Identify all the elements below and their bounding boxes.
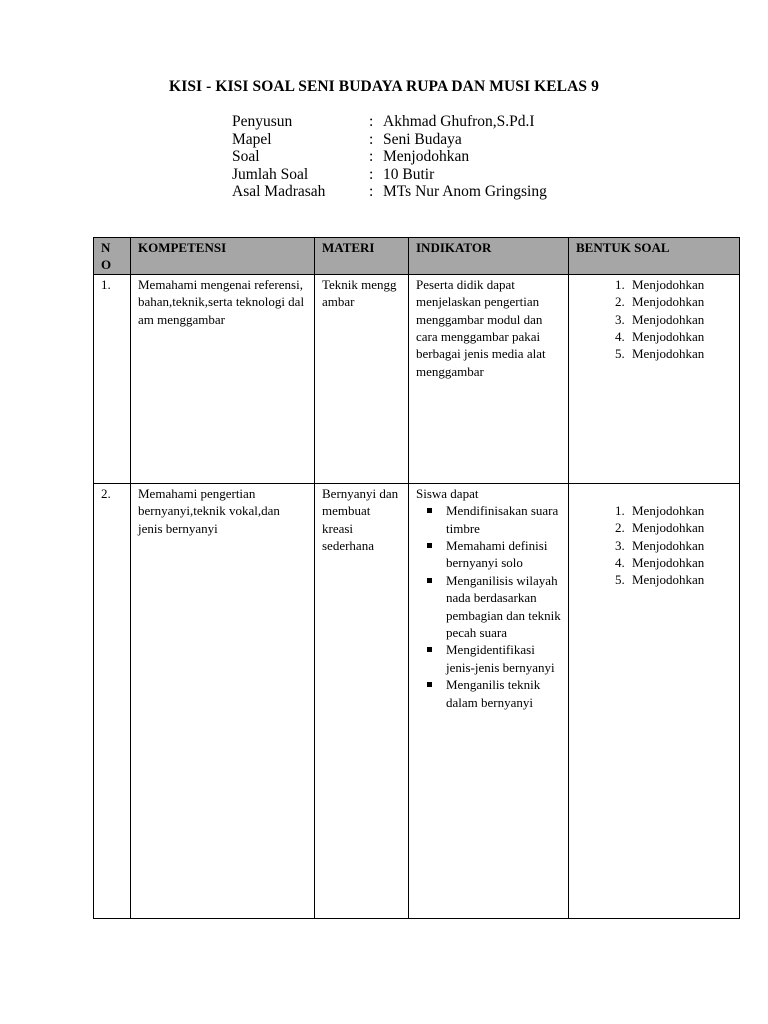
list-item: 5. Menjodohkan bbox=[628, 345, 732, 362]
meta-value: 10 Butir bbox=[383, 165, 435, 183]
document-title: KISI - KISI SOAL SENI BUDAYA RUPA DAN MUSI KELAS 9 bbox=[169, 78, 599, 95]
table-row bbox=[94, 483, 740, 918]
list-item: Mengidentifikasi jenis-jenis bernyanyi bbox=[446, 641, 561, 676]
indikator-intro: Siswa dapat bbox=[416, 485, 479, 501]
meta-row-soal bbox=[232, 148, 547, 166]
cell-indikator: Peserta didik dapat menjelaskan pengertian menggambar modul dan cara menggambar pakai berbagai jenis media alat menggambar bbox=[409, 274, 569, 483]
cell-indikator bbox=[409, 483, 569, 918]
list-item: Memahami definisi bernyanyi solo bbox=[446, 537, 561, 572]
meta-colon: : bbox=[369, 165, 374, 183]
header-no bbox=[94, 238, 131, 275]
meta-row-asal-madrasah bbox=[232, 183, 547, 201]
list-item: 4. Menjodohkan bbox=[628, 328, 732, 345]
list-item: 2. Menjodohkan bbox=[628, 293, 732, 310]
bentuk-soal-list bbox=[576, 276, 732, 363]
header-no-line: N bbox=[101, 240, 111, 255]
list-item: Menganilisis wilayah nada berdasarkan pembagian dan teknik pecah suara bbox=[446, 572, 561, 641]
list-item: Mendifinisakan suara timbre bbox=[446, 502, 561, 537]
cell-materi: Teknik menggambar bbox=[315, 274, 409, 483]
cell-kompetensi: Memahami pengertian bernyanyi,teknik vokal,dan jenis bernyanyi bbox=[131, 483, 315, 918]
list-item: 3. Menjodohkan bbox=[628, 311, 732, 328]
meta-label: Soal bbox=[232, 148, 260, 166]
header-bentuk-soal: BENTUK SOAL bbox=[569, 238, 740, 275]
document-meta bbox=[232, 113, 547, 201]
header-no-line: O bbox=[101, 257, 112, 273]
meta-value: MTs Nur Anom Gringsing bbox=[383, 183, 547, 201]
meta-colon: : bbox=[369, 113, 374, 130]
list-item: 4. Menjodohkan bbox=[628, 554, 732, 571]
table-header-row bbox=[94, 238, 740, 275]
cell-bentuk-soal bbox=[569, 274, 740, 483]
list-item: 1. Menjodohkan bbox=[628, 502, 732, 519]
meta-colon: : bbox=[369, 130, 374, 148]
meta-value: Seni Budaya bbox=[383, 130, 462, 148]
meta-label: Asal Madrasah bbox=[232, 183, 326, 201]
meta-colon: : bbox=[369, 148, 374, 166]
cell-no: 1. bbox=[94, 274, 131, 483]
table-row bbox=[94, 274, 740, 483]
list-item: 3. Menjodohkan bbox=[628, 537, 732, 554]
indikator-list bbox=[416, 502, 561, 711]
cell-bentuk-soal bbox=[569, 483, 740, 918]
header-indikator: INDIKATOR bbox=[409, 238, 569, 275]
meta-row-penyusun bbox=[232, 113, 547, 131]
cell-no: 2. bbox=[94, 483, 131, 918]
meta-row-mapel bbox=[232, 131, 547, 149]
meta-label: Penyusun bbox=[232, 113, 293, 130]
meta-value: Menjodohkan bbox=[383, 148, 470, 166]
list-item: 1. Menjodohkan bbox=[628, 276, 732, 293]
cell-kompetensi: Memahami mengenai referensi,bahan,teknik,serta teknologi dalam menggambar bbox=[131, 274, 315, 483]
meta-value: Akhmad Ghufron,S.Pd.I bbox=[383, 113, 535, 130]
list-item: 2. Menjodohkan bbox=[628, 519, 732, 536]
kisi-table bbox=[93, 237, 740, 919]
bentuk-soal-list bbox=[576, 502, 732, 589]
meta-label: Jumlah Soal bbox=[232, 165, 309, 183]
header-kompetensi: KOMPETENSI bbox=[131, 238, 315, 275]
meta-label: Mapel bbox=[232, 130, 272, 148]
list-item: Menganilis teknik dalam bernyanyi bbox=[446, 676, 561, 711]
meta-row-jumlah-soal bbox=[232, 166, 547, 184]
list-item: 5. Menjodohkan bbox=[628, 571, 732, 588]
header-materi: MATERI bbox=[315, 238, 409, 275]
meta-colon: : bbox=[369, 183, 374, 201]
cell-materi: Bernyanyi dan membuat kreasi sederhana bbox=[315, 483, 409, 918]
